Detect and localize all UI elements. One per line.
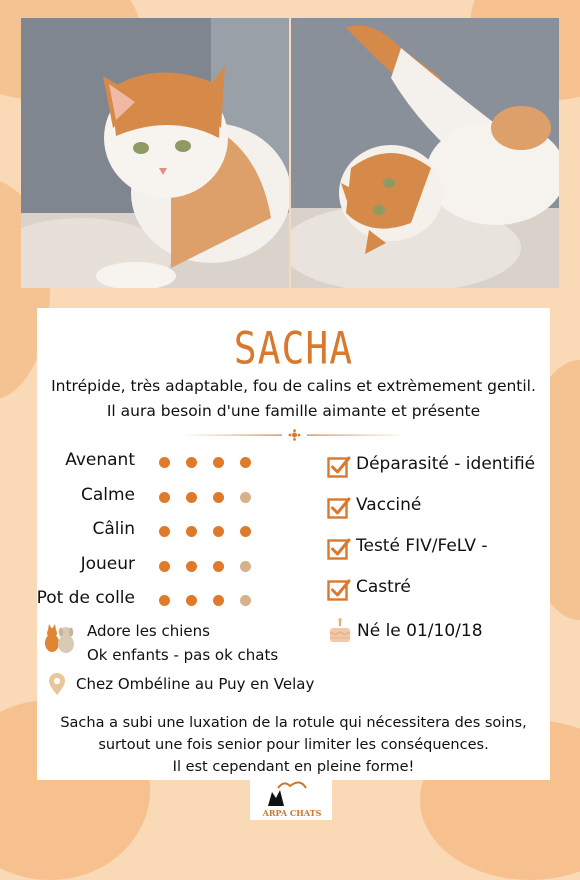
compatibility-line: Ok enfants - pas ok chats	[87, 646, 279, 664]
trait-rating-dots	[159, 526, 259, 538]
cat-and-dog-icon	[41, 624, 77, 654]
rating-dot-filled	[213, 561, 224, 572]
rating-dot-filled	[186, 526, 197, 537]
logo-text: ARPA CHATS	[262, 808, 322, 818]
rating-dot-filled	[213, 457, 224, 468]
rating-dot-filled	[159, 492, 170, 503]
checklist-label: Castré	[356, 577, 411, 597]
rating-dot-filled	[159, 457, 170, 468]
arpa-chats-logo	[250, 776, 332, 820]
cat-name: SACHA	[233, 322, 354, 374]
trait-label: Avenant	[65, 450, 135, 470]
checklist-label: Vacciné	[356, 495, 422, 515]
trait-rating-dots	[159, 561, 259, 573]
checkbox-icon	[327, 496, 351, 520]
trait-rating-dots	[159, 492, 259, 504]
rating-dot-empty	[240, 492, 251, 503]
checkbox-icon	[327, 455, 351, 479]
rating-dot-filled	[159, 561, 170, 572]
trait-row	[37, 519, 267, 554]
checkbox-icon	[327, 578, 351, 602]
checkbox-icon	[327, 537, 351, 561]
rating-dot-empty	[240, 595, 251, 606]
rating-dot-filled	[159, 595, 170, 606]
rating-dot-filled	[213, 492, 224, 503]
trait-ratings	[37, 450, 267, 623]
rating-dot-empty	[240, 561, 251, 572]
note-line: Il est cependant en pleine forme!	[172, 759, 415, 775]
compatibility-line: Adore les chiens	[87, 622, 210, 640]
trait-row	[37, 588, 267, 623]
trait-label: Calme	[80, 484, 135, 505]
cat-photo-left	[21, 18, 289, 288]
rating-dot-filled	[240, 457, 251, 468]
ornament-divider	[182, 429, 407, 441]
rating-dot-filled	[186, 561, 197, 572]
rating-dot-filled	[186, 457, 197, 468]
rating-dot-filled	[186, 492, 197, 503]
health-note	[37, 712, 550, 778]
trait-row	[37, 485, 267, 520]
intro-text	[37, 374, 550, 424]
birthday-cake-icon	[327, 618, 353, 644]
location-text: Chez Ombéline au Puy en Velay	[76, 675, 315, 693]
cat-photo-right	[291, 18, 559, 288]
checklist-label: Testé FIV/FeLV -	[356, 536, 488, 556]
trait-row	[37, 554, 267, 589]
trait-label: Joueur	[80, 553, 135, 574]
intro-line: Intrépide, très adaptable, fou de calins et extrèmement gentil.	[51, 377, 536, 395]
info-card	[37, 308, 550, 780]
note-line: surtout une fois senior pour limiter les conséquences.	[98, 737, 489, 753]
rating-dot-filled	[159, 526, 170, 537]
intro-line: Il aura besoin d'une famille aimante et présente	[106, 402, 481, 420]
checklist-label: Déparasité - identifié	[356, 454, 536, 474]
rating-dot-filled	[240, 526, 251, 537]
rating-dot-filled	[213, 595, 224, 606]
trait-label: Câlin	[92, 519, 135, 539]
note-line: Sacha a subi une luxation de la rotule qui nécessitera des soins,	[60, 715, 527, 731]
location-pin-icon	[49, 673, 65, 695]
trait-rating-dots	[159, 595, 259, 607]
trait-rating-dots	[159, 457, 259, 469]
trait-label: Pot de colle	[36, 588, 135, 608]
rating-dot-filled	[186, 595, 197, 606]
rating-dot-filled	[213, 526, 224, 537]
birth-date-text: Né le 01/10/18	[357, 621, 483, 641]
trait-row	[37, 450, 267, 485]
